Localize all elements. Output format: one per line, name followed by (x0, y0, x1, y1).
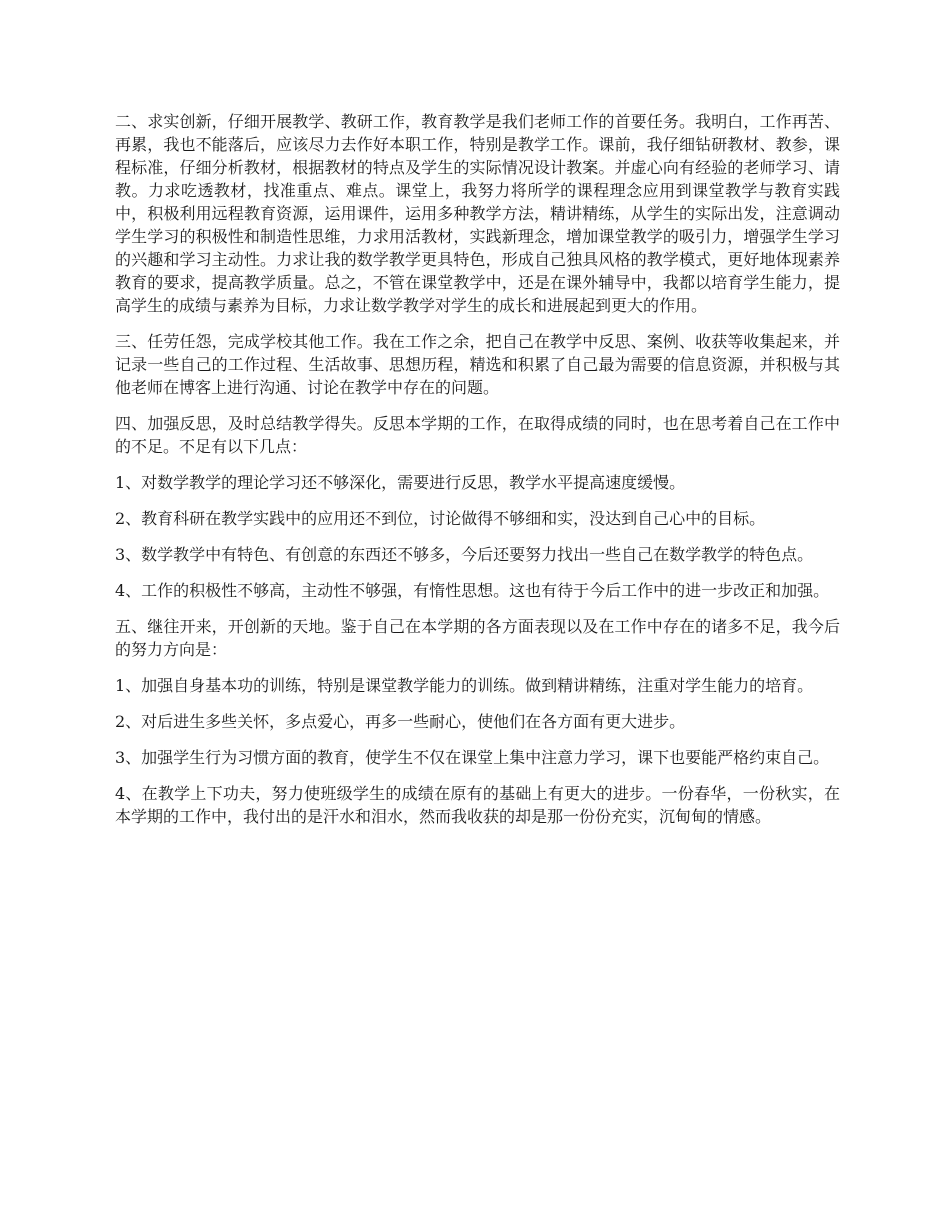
list-item-shortcoming-2: 2、教育科研在教学实践中的应用还不到位，讨论做得不够细和实，没达到自己心中的目标。 (115, 509, 766, 528)
list-item-direction-4: 4、在教学上下功夫，努力使班级学生的成绩在原有的基础上有更大的进步。一份春华，一份秋实，在本学期的工作中，我付出的是汗水和泪水，然而我收获的却是那一份份充实，沉甸甸的情感。 (115, 784, 840, 826)
paragraph-section-three: 三、任劳任怨，完成学校其他工作。我在工作之余，把自己在教学中反思、案例、收获等收集起来，并记录一些自己的工作过程、生活故事、思想历程，精选和积累了自己最为需要的信息资源，并积极与其他老师在博客上进行沟通、讨论在教学中存在的问题。 (115, 332, 840, 397)
list-item-shortcoming-1: 1、对数学教学的理论学习还不够深化，需要进行反思，教学水平提高速度缓慢。 (115, 473, 686, 492)
list-item-shortcoming-3: 3、数学教学中有特色、有创意的东西还不够多，今后还要努力找出一些自己在数学教学的特色点。 (115, 545, 814, 564)
list-item-direction-2: 2、对后进生多些关怀，多点爱心，再多一些耐心，使他们在各方面有更大进步。 (115, 712, 686, 731)
document-body (115, 110, 840, 841)
list-item-direction-3: 3、加强学生行为习惯方面的教育，使学生不仅在课堂上集中注意力学习，课下也要能严格约束自己。 (115, 748, 830, 767)
paragraph-section-four: 四、加强反思，及时总结教学得失。反思本学期的工作，在取得成绩的同时，也在思考着自己在工作中的不足。不足有以下几点： (115, 414, 840, 456)
paragraph-section-two: 二、求实创新，仔细开展教学、教研工作，教育教学是我们老师工作的首要任务。我明白，工作再苦、再累，我也不能落后，应该尽力去作好本职工作，特别是教学工作。课前，我仔细钻研教材、教参，课程标准，仔细分析教材，根据教材的特点及学生的实际情况设计教案。并虚心向有经验的老师学习、请教。力求吃透教材，找准重点、难点。课堂上，我努力将所学的课程理念应用到课堂教学与教育实践中，积极利用远程教育资源，运用课件，运用多种教学方法，精讲精练，从学生的实际出发，注意调动学生学习的积极性和制造性思维，力求用活教材，实践新理念，增加课堂教学的吸引力，增强学生学习的兴趣和学习主动性。力求让我的数学教学更具特色，形成自己独具风格的教学模式，更好地体现素养教育的要求，提高教学质量。总之，不管在课堂教学中，还是在课外辅导中，我都以培育学生能力，提高学生的成绩与素养为目标，力求让数学教学对学生的成长和进展起到更大的作用。 (115, 112, 840, 315)
paragraph-section-five: 五、继往开来，开创新的天地。鉴于自己在本学期的各方面表现以及在工作中存在的诸多不足，我今后的努力方向是： (115, 617, 840, 659)
list-item-shortcoming-4: 4、工作的积极性不够高，主动性不够强，有惰性思想。这也有待于今后工作中的进一步改正和加强。 (115, 581, 830, 600)
list-item-direction-1: 1、加强自身基本功的训练，特别是课堂教学能力的训练。做到精讲精练，注重对学生能力的培育。 (115, 676, 814, 695)
